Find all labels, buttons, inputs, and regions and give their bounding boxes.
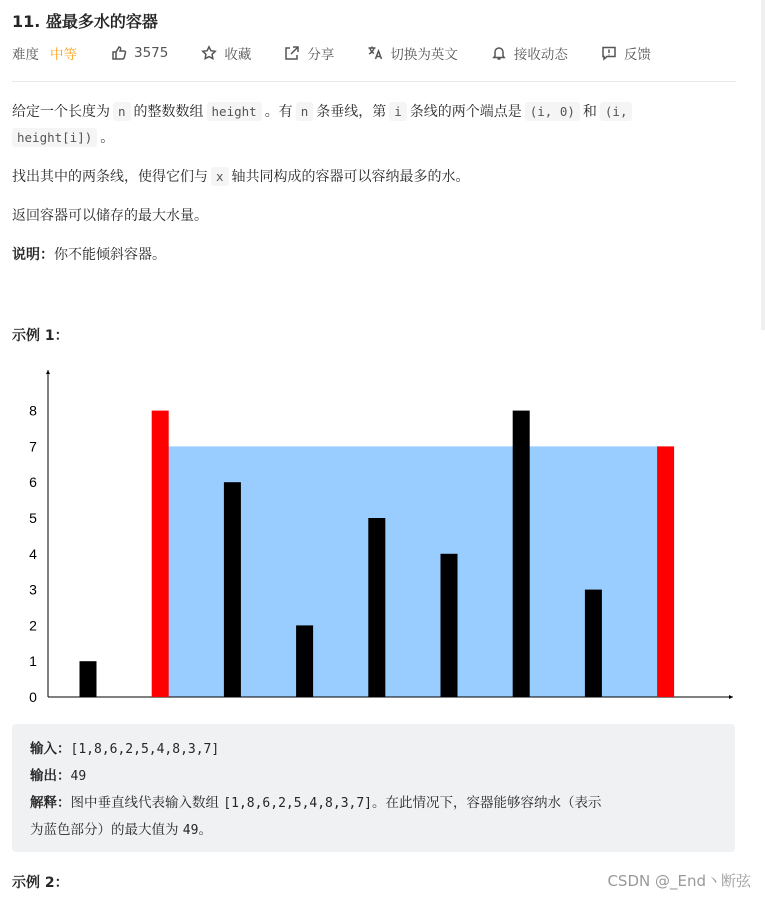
- example-2-title: 示例 2：: [12, 875, 69, 891]
- example-explanation: [30, 790, 717, 844]
- inline-code: height: [207, 102, 262, 121]
- example-1-title: 示例 1：: [12, 328, 69, 344]
- difficulty-label: 难度: [12, 47, 39, 63]
- problem-title: 11. 盛最多水的容器: [12, 12, 158, 31]
- desc-text: 轴共同构成的容器可以容纳最多的水。: [231, 169, 470, 185]
- desc-text: 条垂线，第: [316, 104, 387, 120]
- inline-code: n: [296, 102, 314, 121]
- line-bar: [296, 625, 313, 697]
- problem-toolbar: [12, 42, 684, 64]
- desc-text: 。有: [264, 104, 293, 120]
- description-paragraph-2: [12, 164, 742, 190]
- explain-text: 。: [198, 822, 212, 838]
- explain-text: 为蓝色部分）的最大值为: [30, 822, 179, 838]
- line-bar: [224, 482, 241, 697]
- explain-label: 解释：: [30, 795, 71, 811]
- favorite-button[interactable]: [201, 43, 251, 63]
- desc-text: 找出其中的两条线，使得它们与: [12, 169, 208, 185]
- y-tick-label: 7: [29, 438, 37, 455]
- inline-code: (i, 0): [525, 102, 580, 121]
- desc-text: 条线的两个端点是: [409, 104, 522, 120]
- inline-code: n: [113, 102, 131, 121]
- description-paragraph-3: 返回容器可以储存的最大水量。: [12, 208, 208, 224]
- y-tick-label: 1: [29, 653, 37, 670]
- switch-language-label: 切换为英文: [390, 47, 458, 63]
- note-label: 说明：: [12, 247, 54, 263]
- example-output-line: [30, 763, 717, 790]
- line-bar: [513, 411, 530, 697]
- inline-code: height[i]): [12, 128, 97, 147]
- explain-code: 49: [182, 823, 199, 838]
- bell-icon: [491, 45, 507, 61]
- like-count: 3575: [134, 45, 169, 61]
- explain-text: 。在此情况下，容器能够容纳水（表示: [372, 795, 602, 811]
- container-chart: [0, 360, 765, 710]
- thumbs-up-icon: [111, 45, 127, 61]
- feedback-icon: [601, 45, 617, 61]
- y-tick-label: 2: [29, 617, 37, 634]
- share-label: 分享: [307, 47, 335, 63]
- input-label: 输入：: [30, 741, 71, 757]
- switch-language-button[interactable]: [367, 43, 458, 63]
- explain-code: [1,8,6,2,5,4,8,3,7]: [223, 796, 373, 811]
- inline-code: x: [211, 167, 229, 186]
- share-icon: [284, 45, 300, 61]
- desc-text: 和: [582, 104, 597, 120]
- line-bar: [441, 554, 458, 697]
- difficulty-badge: 中等: [50, 47, 77, 63]
- example-1-block: [12, 724, 735, 852]
- y-tick-label: 3: [29, 581, 37, 598]
- divider: [12, 81, 736, 82]
- notify-label: 接收动态: [513, 47, 568, 63]
- line-bar: [80, 661, 97, 697]
- output-value: 49: [70, 769, 87, 784]
- note-text: 你不能倾斜容器。: [54, 247, 166, 263]
- watermark: CSDN @_End丶断弦: [607, 872, 751, 890]
- description-paragraph-1: [12, 99, 742, 151]
- scrollbar[interactable]: [761, 0, 765, 330]
- explain-text: 图中垂直线代表输入数组: [70, 795, 219, 811]
- line-bar: [368, 518, 385, 697]
- favorite-label: 收藏: [224, 47, 252, 63]
- notify-button[interactable]: [491, 43, 568, 63]
- y-tick-label: 0: [29, 689, 37, 705]
- inline-code: i: [389, 102, 407, 121]
- desc-text: 。: [100, 130, 115, 146]
- x-axis-arrow: [729, 695, 733, 699]
- example-input-line: [30, 736, 717, 763]
- output-label: 输出：: [30, 768, 71, 784]
- star-icon: [201, 45, 217, 61]
- desc-text: 给定一个长度为: [12, 104, 110, 120]
- description-note: [12, 243, 742, 268]
- desc-text: 的整数数组: [133, 104, 204, 120]
- translate-icon: [367, 45, 383, 61]
- line-bar: [585, 590, 602, 697]
- feedback-button[interactable]: [601, 43, 651, 63]
- y-tick-label: 6: [29, 474, 37, 491]
- y-tick-label: 8: [29, 402, 37, 419]
- like-button[interactable]: [111, 45, 168, 61]
- y-tick-label: 4: [29, 545, 37, 562]
- input-value: [1,8,6,2,5,4,8,3,7]: [70, 742, 220, 757]
- share-button[interactable]: [284, 43, 334, 63]
- inline-code: (i,: [600, 102, 633, 121]
- selected-line-bar: [657, 446, 674, 697]
- y-tick-label: 5: [29, 510, 37, 526]
- feedback-label: 反馈: [623, 47, 651, 63]
- y-axis-arrow: [46, 370, 50, 374]
- selected-line-bar: [152, 411, 169, 697]
